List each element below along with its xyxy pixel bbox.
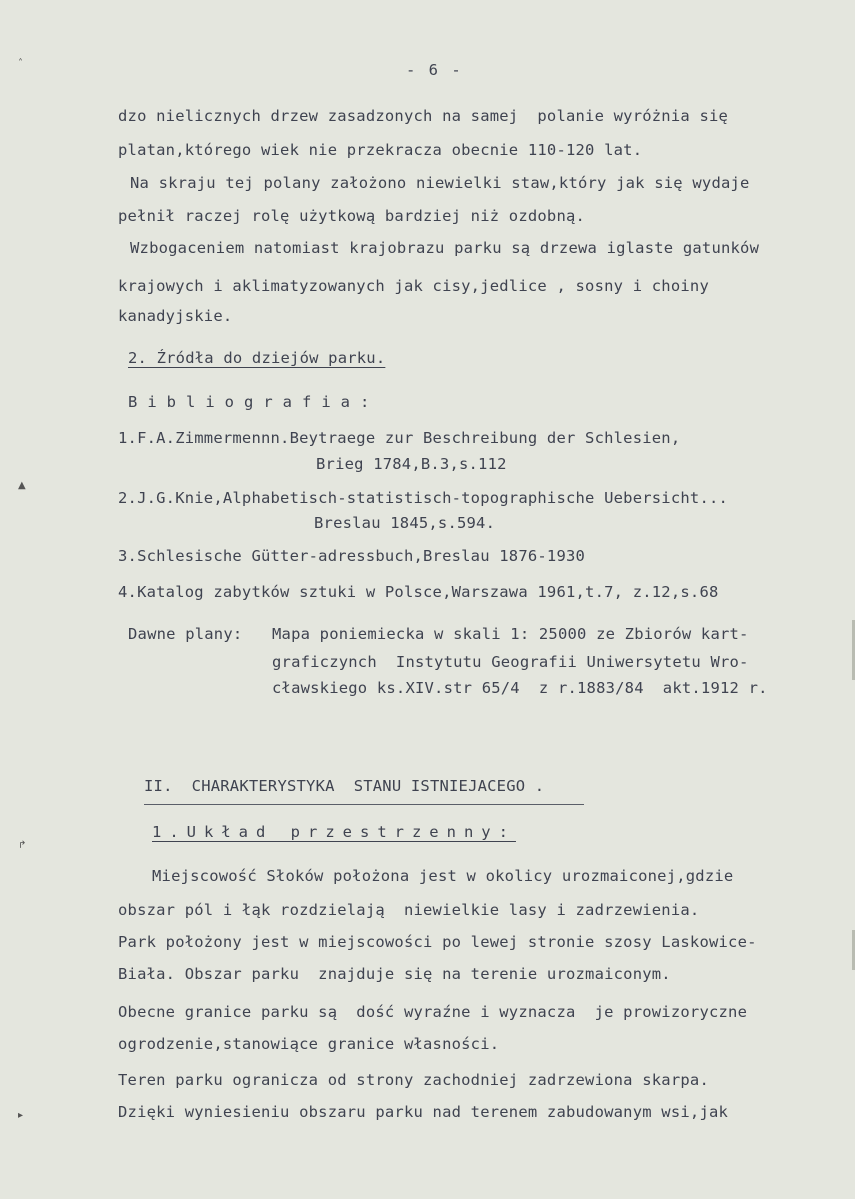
paragraph-line: Wzbogaceniem natomiast krajobrazu parku są drzewa iglaste gatunków [130, 239, 760, 257]
paragraph-line: Biała. Obszar parku znajduje się na terenie urozmaiconym. [118, 965, 671, 983]
paragraph-line: ogrodzenie,stanowiące granice własności. [118, 1035, 500, 1053]
binding-hole-mark: ˄ [18, 58, 24, 69]
paragraph-line: krajowych i aklimatyzowanych jak cisy,jedlice , sosny i choiny [118, 277, 709, 295]
bibliography-label: Bibliografia: [128, 393, 380, 411]
paragraph-line: kanadyjskie. [118, 307, 233, 325]
paragraph-line: platan,którego wiek nie przekracza obecnie 110-120 lat. [118, 141, 643, 159]
paragraph-line: pełnił raczej rolę użytkową bardziej niż ozdobną. [118, 207, 586, 225]
bibliography-entry: 4.Katalog zabytków sztuki w Polsce,Warszawa 1961,t.7, z.12,s.68 [118, 583, 719, 601]
chapter-heading: II. CHARAKTERYSTYKA STANU ISTNIEJACEGO . [144, 777, 545, 795]
bibliography-entry: 1.F.A.Zimmermennn.Beytraege zur Beschreibung der Schlesien, [118, 429, 681, 447]
paragraph-line: Dzięki wyniesieniu obszaru parku nad terenem zabudowanym wsi,jak [118, 1103, 729, 1121]
old-plans-line: cławskiego ks.XIV.str 65/4 z r.1883/84 akt.1912 r. [272, 679, 768, 697]
bibliography-entry: 3.Schlesische Gütter-adressbuch,Breslau 1876-1930 [118, 547, 586, 565]
section-heading: 2. Źródła do dziejów parku. [128, 349, 386, 367]
old-plans-line: graficzynch Instytutu Geografii Uniwersytetu Wro- [272, 653, 749, 671]
heading-underline [144, 804, 584, 805]
binding-hole-mark: ▲ [18, 480, 26, 491]
bibliography-entry-continued: Brieg 1784,B.3,s.112 [316, 455, 507, 473]
old-plans-label: Dawne plany: [128, 625, 243, 643]
paragraph-line: Park położony jest w miejscowości po lewej stronie szosy Laskowice- [118, 933, 757, 951]
paragraph-line: obszar pól i łąk rozdzielają niewielkie lasy i zadrzewienia. [118, 901, 700, 919]
paragraph-line: Na skraju tej polany założono niewielki staw,który jak się wydaje [130, 174, 750, 192]
paragraph-line: Obecne granice parku są dość wyraźne i wyznacza je prowizoryczne [118, 1003, 748, 1021]
binding-hole-mark: ↱ [18, 840, 27, 851]
subsection-heading: 1.Układ przestrzenny: [152, 823, 516, 841]
paragraph-line: Teren parku ogranicza od strony zachodniej zadrzewiona skarpa. [118, 1071, 709, 1089]
bibliography-entry: 2.J.G.Knie,Alphabetisch-statistisch-topographische Uebersicht... [118, 489, 729, 507]
bibliography-entry-continued: Breslau 1845,s.594. [314, 514, 496, 532]
paragraph-line: dzo nielicznych drzew zasadzonych na samej polanie wyróżnia się [118, 107, 729, 125]
old-plans-line: Mapa poniemiecka w skali 1: 25000 ze Zbiorów kart- [272, 625, 749, 643]
paragraph-line: Miejscowość Słoków położona jest w okolicy urozmaiconej,gdzie [152, 867, 734, 885]
page-number: - 6 - [406, 61, 463, 79]
binding-hole-mark: ▸ [18, 1110, 24, 1121]
